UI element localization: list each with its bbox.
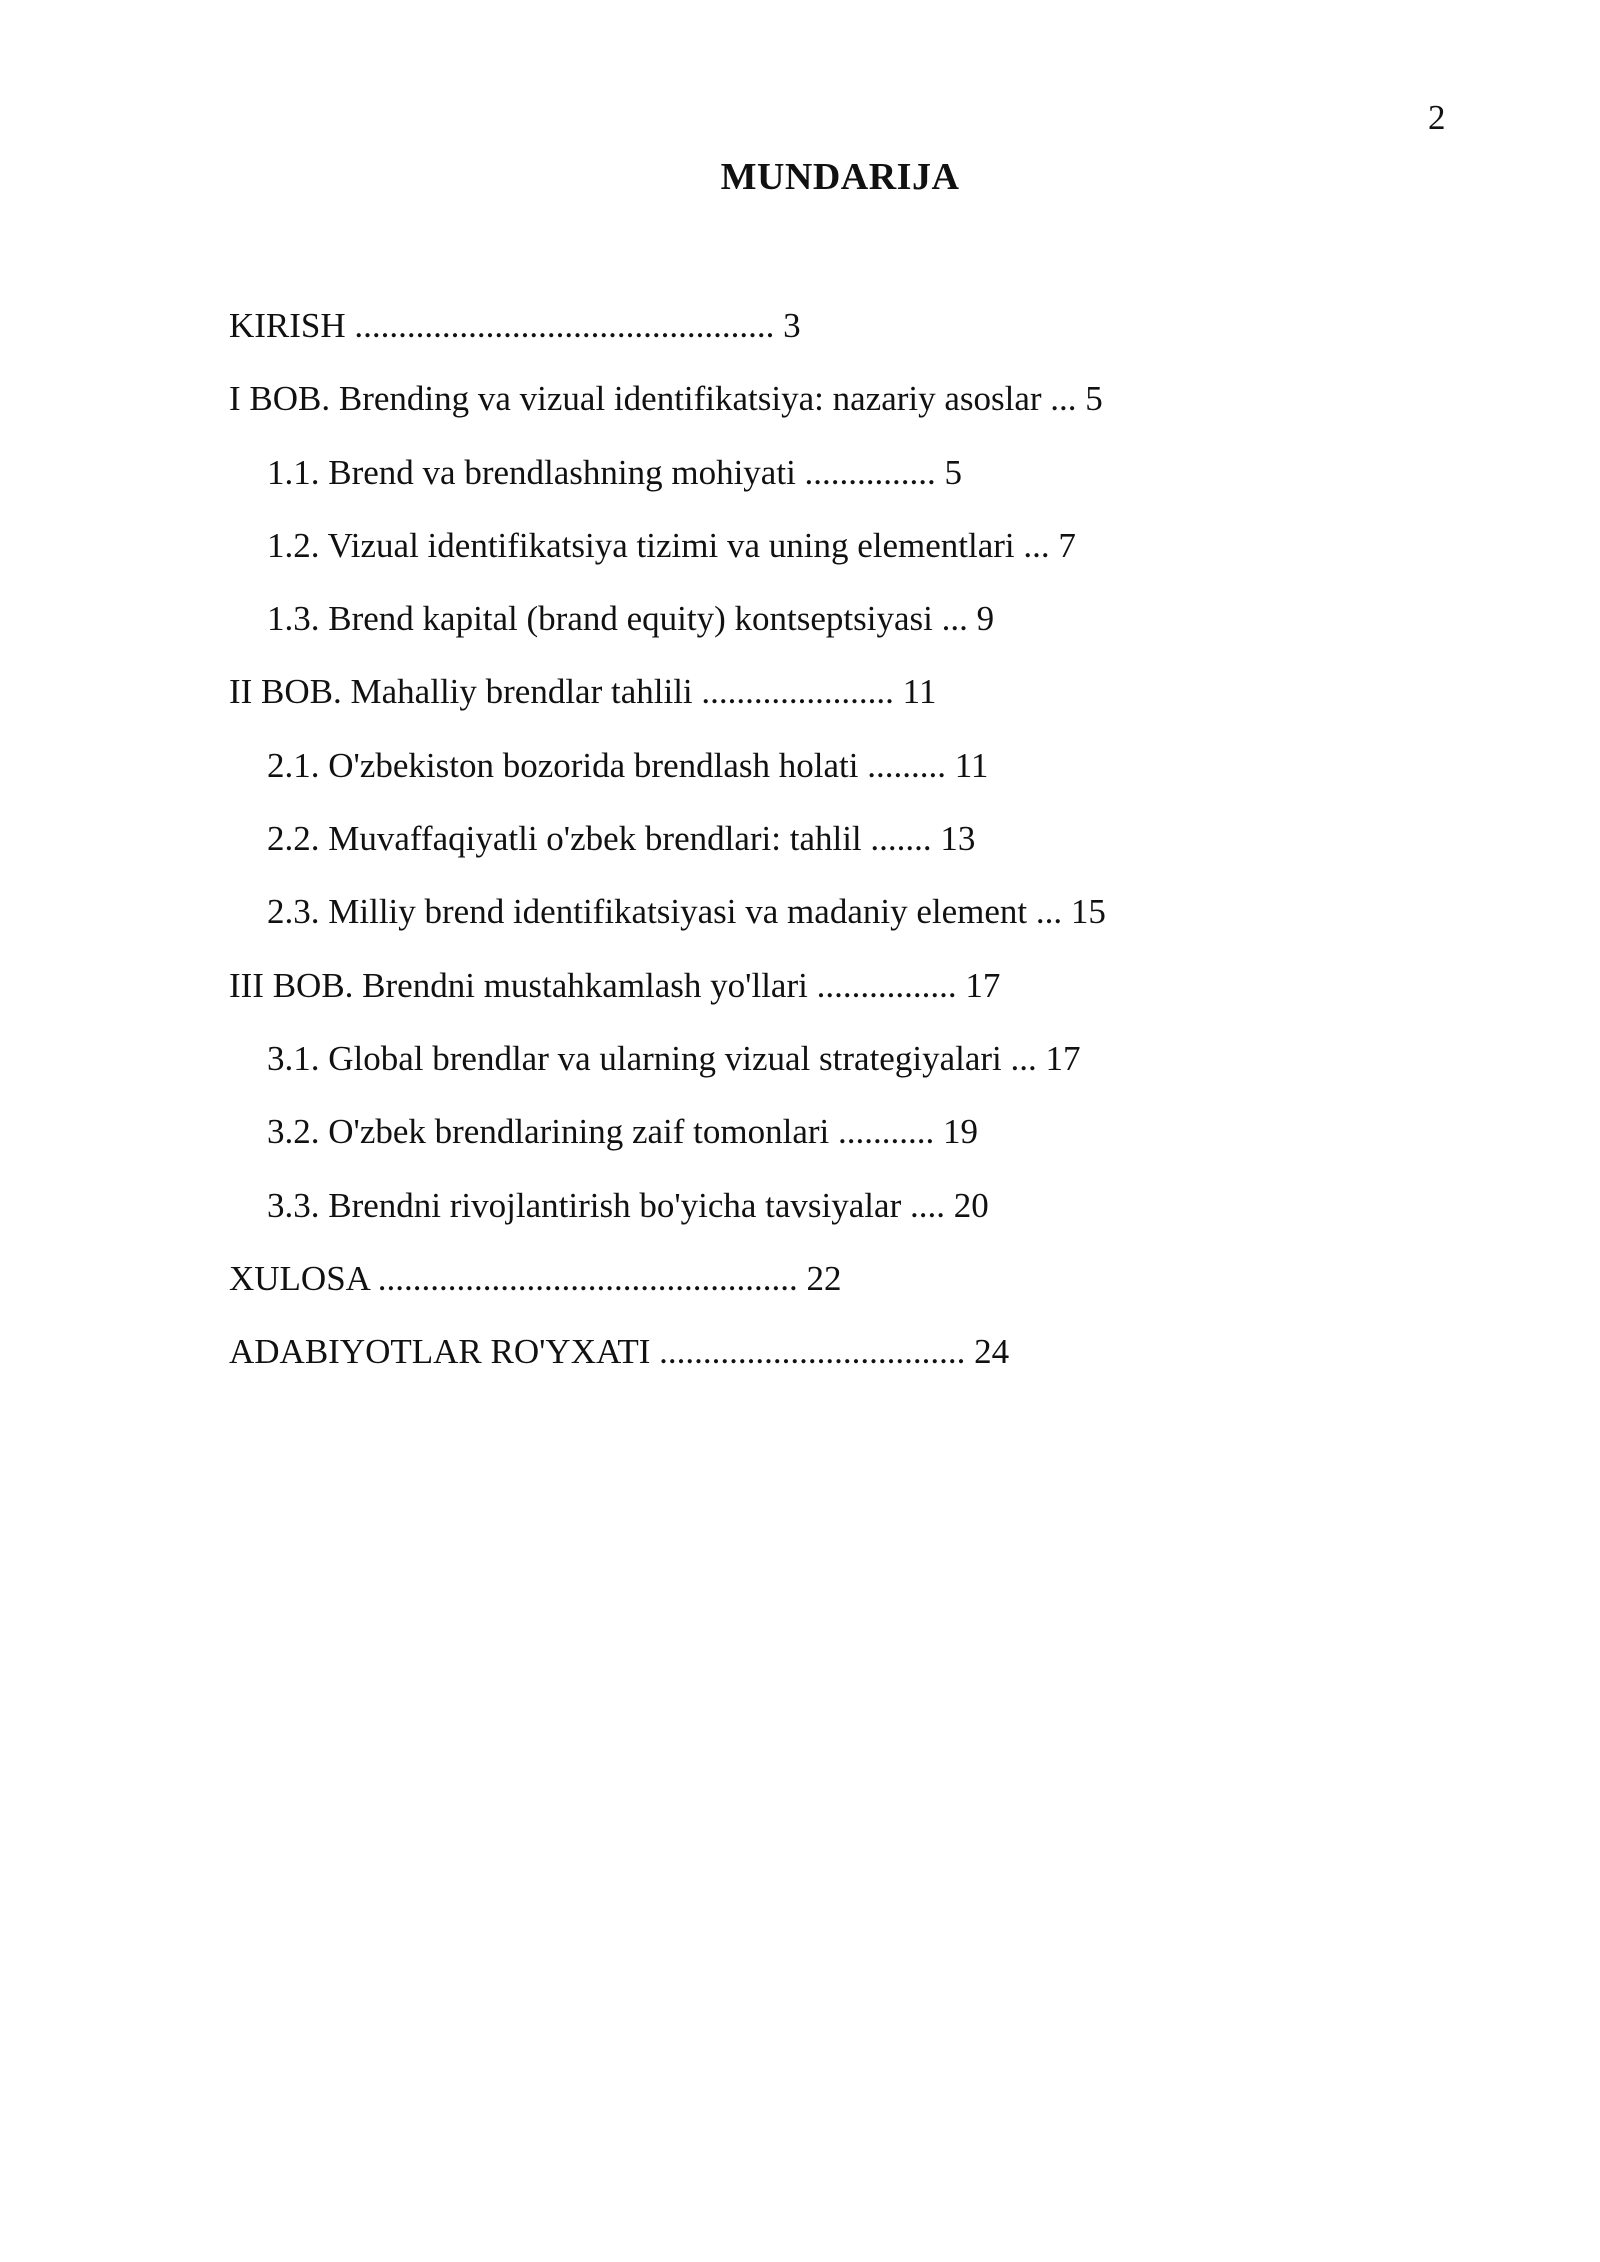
toc-entry-xulosa[interactable]: XULOSA ................................................ 22: [229, 1258, 842, 1298]
toc-entry-section-2-2[interactable]: 2.2. Muvaffaqiyatli o'zbek brendlari: tahlil ....... 13: [267, 819, 976, 859]
toc-entry-chapter-1[interactable]: I BOB. Brending va vizual identifikatsiya: nazariy asoslar ... 5: [229, 379, 1103, 419]
toc-entry-section-3-3[interactable]: 3.3. Brendni rivojlantirish bo'yicha tavsiyalar .... 20: [267, 1185, 989, 1225]
toc-entry-references[interactable]: ADABIYOTLAR RO'YXATI ................................... 24: [229, 1332, 1010, 1372]
toc-entry-section-1-3[interactable]: 1.3. Brend kapital (brand equity) kontseptsiyasi ... 9: [267, 599, 995, 639]
toc-entry-chapter-2[interactable]: II BOB. Mahalliy brendlar tahlili ...................... 11: [229, 672, 937, 712]
toc-entry-kirish[interactable]: KIRISH ................................................ 3: [229, 306, 801, 345]
toc-entry-section-1-2[interactable]: 1.2. Vizual identifikatsiya tizimi va uning elementlari ... 7: [267, 525, 1076, 565]
toc-entry-section-1-1[interactable]: 1.1. Brend va brendlashning mohiyati ............... 5: [267, 452, 963, 492]
table-of-contents: [229, 300, 1429, 1399]
toc-title: MUNDARIJA: [720, 156, 960, 198]
toc-entry-section-2-3[interactable]: 2.3. Milliy brend identifikatsiyasi va madaniy element ... 15: [267, 892, 1106, 932]
toc-entry-chapter-3[interactable]: III BOB. Brendni mustahkamlash yo'llari ................ 17: [229, 965, 1001, 1005]
page-number: 2: [1428, 98, 1446, 137]
toc-entry-section-3-2[interactable]: 3.2. O'zbek brendlarining zaif tomonlari ........... 19: [267, 1112, 978, 1152]
toc-entry-section-2-1[interactable]: 2.1. O'zbekiston bozorida brendlash holati ......... 11: [267, 745, 989, 785]
toc-entry-section-3-1[interactable]: 3.1. Global brendlar va ularning vizual strategiyalari ... 17: [267, 1038, 1081, 1078]
